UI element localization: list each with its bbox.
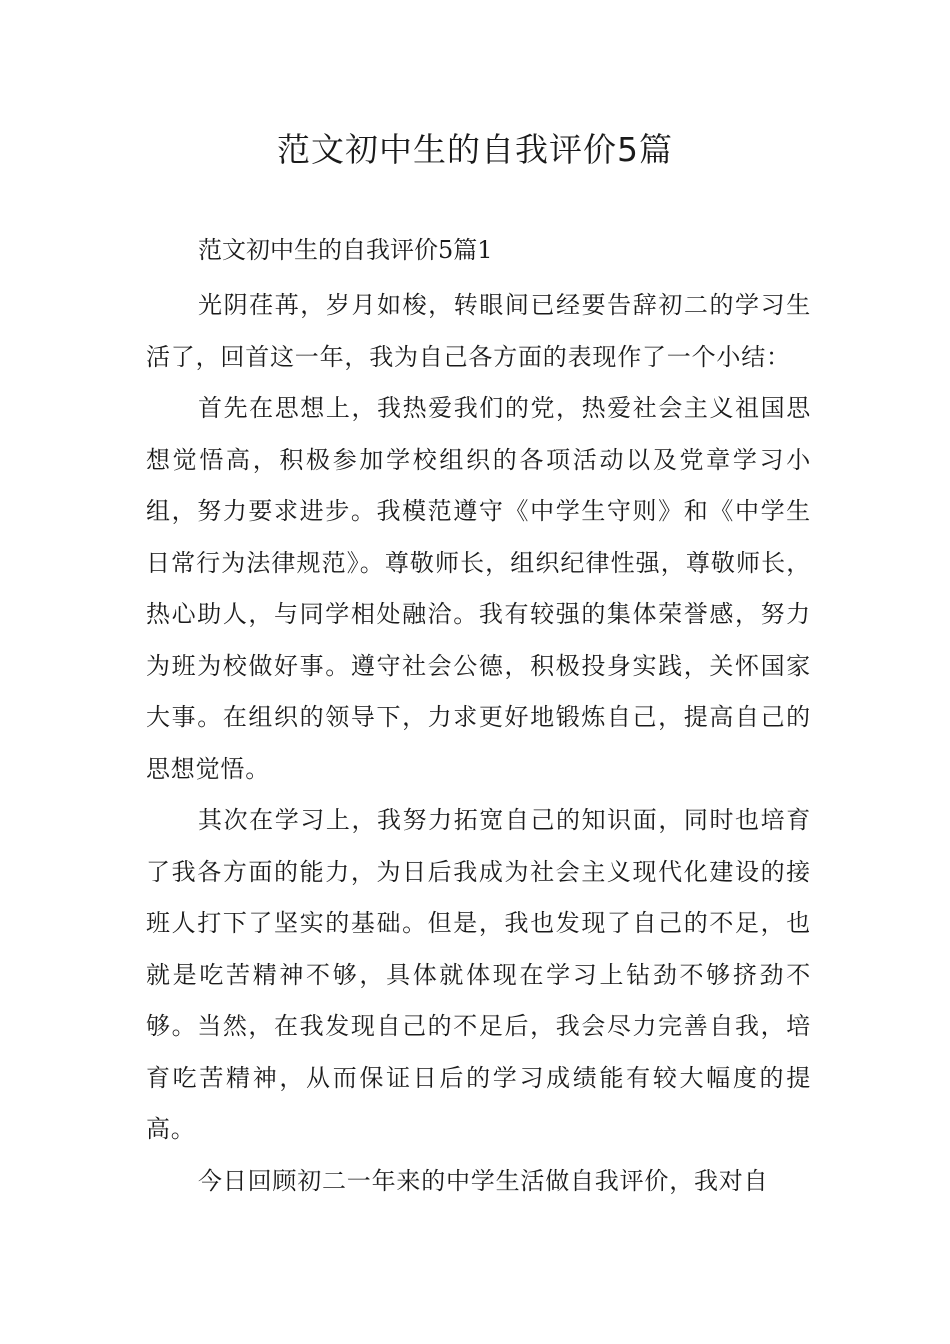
document-body xyxy=(146,280,811,1207)
paragraph-1: 光阴荏苒，岁月如梭，转眼间已经要告辞初二的学习生活了，回首这一年，我为自己各方面的表现作了一个小结： xyxy=(146,291,811,371)
paragraph-3: 其次在学习上，我努力拓宽自己的知识面，同时也培育了我各方面的能力，为日后我成为社会主义现代化建设的接班人打下了坚实的基础。但是，我也发现了自己的不足，也就是吃苦精神不够，具体就体现在学习上钻劲不够挤劲不够。当然，在我发现自己的不足后，我会尽力完善自我，培育吃苦精神，从而保证日后的学习成绩能有较大幅度的提高。 xyxy=(146,806,811,1143)
section-heading: 范文初中生的自我评价5篇1 xyxy=(198,236,493,264)
paragraph-4: 今日回顾初二一年来的中学生活做自我评价，我对自 xyxy=(198,1166,769,1195)
document-title: 范文初中生的自我评价5篇 xyxy=(277,130,673,169)
paragraph-2: 首先在思想上，我热爱我们的党，热爱社会主义祖国思想觉悟高，积极参加学校组织的各项活动以及党章学习小组，努力要求进步。我模范遵守《中学生守则》和《中学生日常行为法律规范》。尊敬师长，组织纪律性强，尊敬师长，热心助人，与同学相处融洽。我有较强的集体荣誉感，努力为班为校做好事。遵守社会公德，积极投身实践，关怀国家大事。在组织的领导下，力求更好地锻炼自己，提高自己的思想觉悟。 xyxy=(146,394,811,783)
